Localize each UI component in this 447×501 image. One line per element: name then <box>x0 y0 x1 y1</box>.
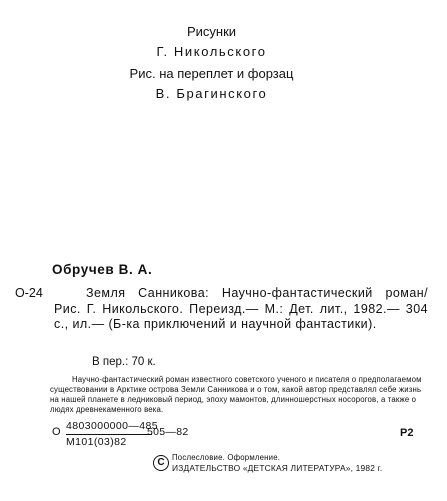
price-note: В пер.: 70 к. <box>92 356 156 368</box>
order-code: 505—82 <box>147 426 189 438</box>
illustrations-credit <box>0 22 435 62</box>
author-heading: Обручев В. А. <box>52 262 153 277</box>
cover-artist: В. Брагинского <box>155 86 268 101</box>
fraction-numerator: 4803000000—485 <box>66 420 159 432</box>
fraction-letter: О <box>52 426 61 438</box>
fraction-bar <box>66 434 152 435</box>
catalog-code: О-24 <box>15 286 43 300</box>
copyright-notice <box>172 452 382 474</box>
cover-label: Рис. на переплет и форзац <box>129 66 294 81</box>
illustrations-label: Рисунки <box>186 24 237 39</box>
classification-code: Р2 <box>400 427 414 439</box>
bibliographic-annotation: Земля Санникова: Научно-фантастический роман/ Рис. Г. Никольского. Переизд.— М.: Дет. лит., 1982.— 304 с., ил.— (Б-ка приключений и научной фантастики). <box>54 286 428 332</box>
fraction-denominator: М101(03)82 <box>66 436 127 448</box>
book-summary: Научно-фантастический роман известного советского ученого и писателя о предполагаемом существовании в Арктике острова Земли Санникова и о том, какой автор представлял себе жизнь на нашей планете в ледниковый период, эпоху мамонтов, длинношерстных носорогов, а также о людях древнекаменного века. <box>50 375 422 414</box>
copyright-line-1: Послесловие. Оформление. <box>172 453 281 462</box>
illustrations-artist: Г. Никольского <box>156 44 267 59</box>
cover-credit <box>0 64 435 104</box>
copyright-icon: C <box>153 455 169 471</box>
copyright-line-2: ИЗДАТЕЛЬСТВО «ДЕТСКАЯ ЛИТЕРАТУРА», 1982 г. <box>172 463 383 473</box>
